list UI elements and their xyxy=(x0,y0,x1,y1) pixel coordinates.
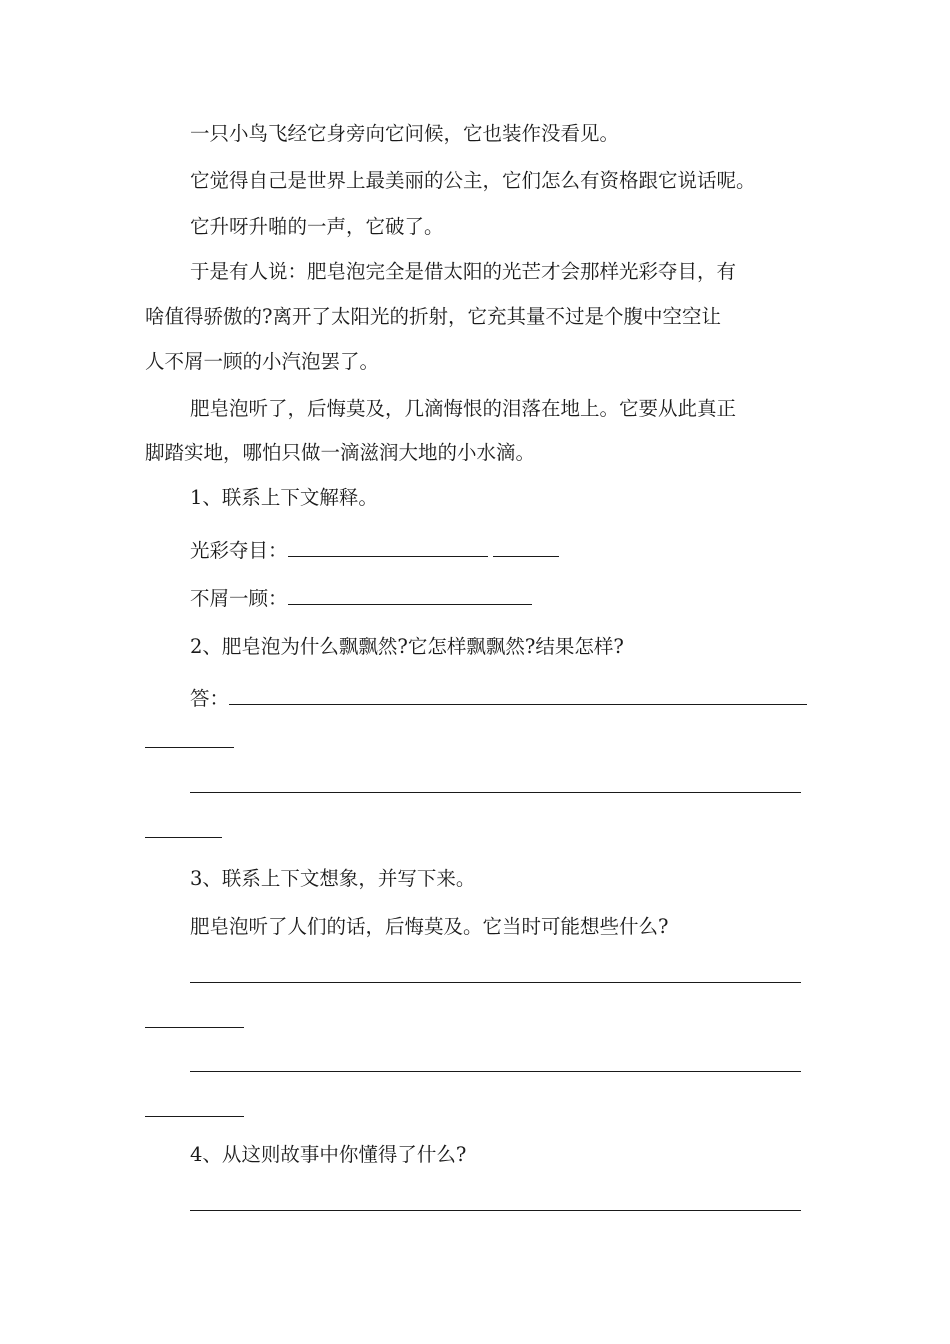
story-paragraph-4-line-1: 于是有人说：肥皂泡完全是借太阳的光芒才会那样光彩夺目，有 xyxy=(190,260,737,283)
answer-blank[interactable] xyxy=(493,536,559,557)
answer-blank[interactable] xyxy=(190,1190,801,1211)
question-4: 4、从这则故事中你懂得了什么? xyxy=(190,1143,467,1166)
question-3-answer-line-2 xyxy=(190,1051,801,1079)
term-label: 光彩夺目： xyxy=(190,539,288,562)
question-2: 2、肥皂泡为什么飘飘然?它怎样飘飘然?结果怎样? xyxy=(190,635,624,658)
question-3-answer-line-2-continuation xyxy=(145,1096,244,1124)
story-paragraph-4-line-2: 啥值得骄傲的?离开了太阳光的折射，它充其量不过是个腹中空空让 xyxy=(145,305,721,328)
question-2-answer-line-2 xyxy=(190,772,801,800)
question-1-term-2 xyxy=(190,584,532,612)
question-1-term-1 xyxy=(190,536,559,564)
answer-blank[interactable] xyxy=(190,962,801,983)
question-3-prompt: 肥皂泡听了人们的话，后悔莫及。它当时可能想些什么? xyxy=(190,915,669,938)
answer-blank[interactable] xyxy=(190,772,801,793)
story-paragraph-5-line-1: 肥皂泡听了，后悔莫及，几滴悔恨的泪落在地上。它要从此真正 xyxy=(190,397,737,420)
question-2-answer-line-2-continuation xyxy=(145,817,222,845)
answer-blank[interactable] xyxy=(190,1051,801,1072)
answer-blank[interactable] xyxy=(288,584,532,605)
question-1: 1、联系上下文解释。 xyxy=(190,486,378,509)
story-paragraph-2: 它觉得自己是世界上最美丽的公主，它们怎么有资格跟它说话呢。 xyxy=(190,169,756,192)
question-3: 3、联系上下文想象，并写下来。 xyxy=(190,867,476,890)
answer-blank[interactable] xyxy=(145,817,222,838)
question-3-answer-line-1-continuation xyxy=(145,1007,244,1035)
answer-blank[interactable] xyxy=(229,684,807,705)
story-paragraph-5-line-2: 脚踏实地，哪怕只做一滴滋润大地的小水滴。 xyxy=(145,441,536,464)
answer-blank[interactable] xyxy=(145,1007,244,1028)
question-2-answer-continuation xyxy=(145,727,234,755)
story-paragraph-4-line-3: 人不屑一顾的小汽泡罢了。 xyxy=(145,350,380,373)
answer-blank[interactable] xyxy=(145,727,234,748)
term-label: 不屑一顾： xyxy=(190,587,288,610)
answer-blank[interactable] xyxy=(145,1096,244,1117)
story-paragraph-3: 它升呀升啪的一声，它破了。 xyxy=(190,215,444,238)
answer-label: 答： xyxy=(190,687,230,710)
question-2-answer xyxy=(190,684,807,712)
question-4-answer-line-1 xyxy=(190,1190,801,1218)
question-3-answer-line-1 xyxy=(190,962,801,990)
answer-blank[interactable] xyxy=(288,536,488,557)
story-paragraph-1: 一只小鸟飞经它身旁向它问候，它也装作没看见。 xyxy=(190,122,620,145)
